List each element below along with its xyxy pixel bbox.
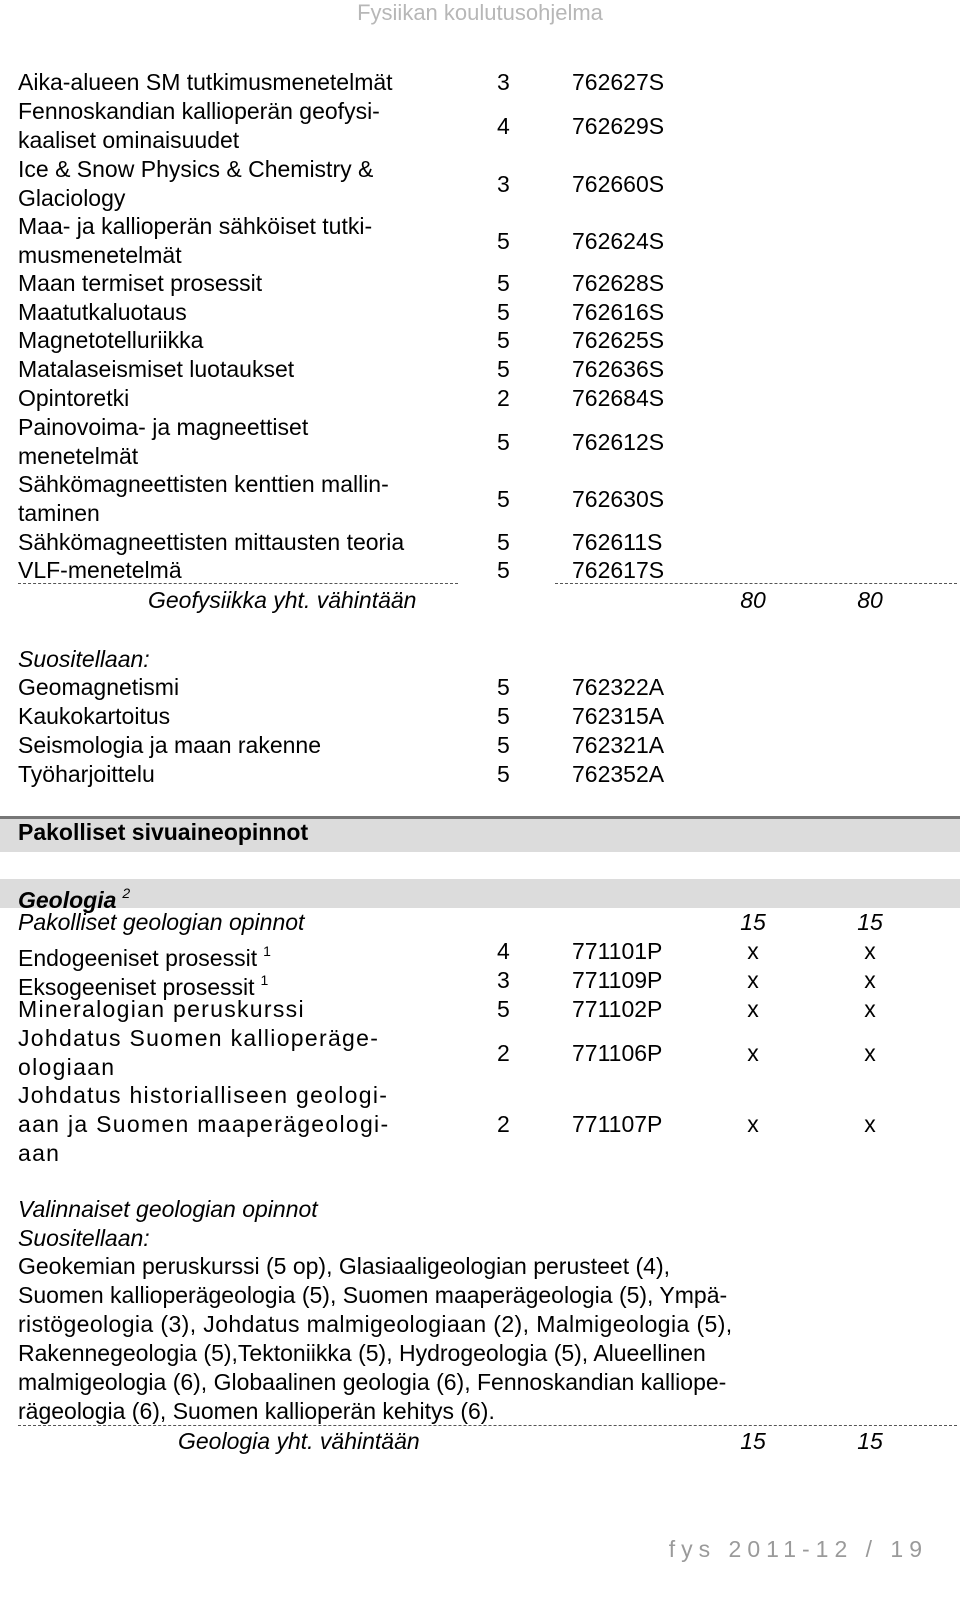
course-credits: 3 [497,967,510,993]
course-credits: 2 [497,1040,510,1066]
course-row [0,298,960,327]
valinnaiset-label: Valinnaiset geologian opinnot [18,1196,318,1222]
mark-1: x [747,967,759,993]
total-value-1: 80 [740,587,766,613]
course-credits: 5 [497,703,510,729]
course-credits: 5 [497,270,510,296]
mark-2: x [864,1040,876,1066]
course-code: 762321A [572,732,665,758]
total-label: Geofysiikka yht. vähintään [148,587,417,613]
course-row [0,702,960,731]
course-row [0,212,960,270]
course-name: Endogeeniset prosessit [18,945,258,971]
course-row [0,384,960,413]
mark-2: x [864,996,876,1022]
course-row [0,528,960,557]
course-row [0,155,960,213]
page-footer: fys 2011-12 / 19 [668,1536,928,1562]
course-name: Sähkömagneettisten mittausten teoria [18,529,405,555]
total-value-2: 15 [857,1428,883,1454]
course-name: Sähkömagneettisten kenttien mallin- [18,471,389,497]
total-value-2: 80 [857,587,883,613]
geologia-total-row [0,1427,960,1456]
course-name: Fennoskandian kallioperän geofysi- [18,98,380,124]
total-label: Geologia yht. vähintään [178,1428,420,1454]
pakolliset-geologia-row [0,908,960,937]
course-name: Mineralogian peruskurssi [18,996,305,1022]
course-name: Aika-alueen SM tutkimusmenetelmät [18,69,393,95]
course-credits: 4 [497,113,510,139]
pakolliset-value-1: 15 [740,909,766,935]
course-name: Maa- ja kallioperän sähköiset tutki- [18,213,373,239]
dotted-divider [18,1425,957,1426]
course-code: 762636S [572,356,665,382]
dotted-divider [18,583,458,584]
course-name-cont: ologiaan [18,1054,116,1080]
course-name: Ice & Snow Physics & Chemistry & [18,156,374,182]
course-credits: 5 [497,429,510,455]
course-code: 762629S [572,113,665,139]
course-row [0,1024,960,1082]
course-name: Seismologia ja maan rakenne [18,732,322,758]
course-name-cont: aan [18,1140,61,1166]
course-credits: 3 [497,171,510,197]
course-row [0,731,960,760]
course-credits: 5 [497,299,510,325]
footnote-marker: 1 [260,972,269,988]
geologia-suositellaan-label: Suositellaan: [18,1225,150,1251]
suositellaan-label: Suositellaan: [18,646,150,672]
course-row [0,326,960,355]
course-credits: 5 [497,486,510,512]
page-header: Fysiikan koulutusohjelma [357,0,603,25]
mark-1: x [747,996,759,1022]
paragraph-line: Suomen kallioperägeologia (5), Suomen maaperägeologia (5), Ympä- [18,1282,728,1308]
course-code: 762352A [572,761,665,787]
course-code: 771109P [572,967,663,993]
course-code: 771106P [572,1040,663,1066]
course-credits: 5 [497,674,510,700]
mark-1: x [747,1040,759,1066]
course-name: Eksogeeniset prosessit [18,974,255,1000]
course-code: 762611S [572,529,663,555]
course-name: Matalaseismiset luotaukset [18,356,295,382]
course-code: 762625S [572,327,665,353]
course-name: Työharjoittelu [18,761,155,787]
course-credits: 5 [497,529,510,555]
course-row [0,760,960,789]
course-name: Magnetotelluriikka [18,327,204,353]
mark-1: x [747,938,759,964]
course-row [0,556,960,585]
recommended-geology-paragraph [18,1252,818,1426]
course-name-cont: menetelmät [18,443,139,469]
course-name: Kaukokartoitus [18,703,171,729]
course-credits: 5 [497,761,510,787]
paragraph-line: ristögeologia (3), Johdatus malmigeologiaan (2), Malmigeologia (5), [18,1311,733,1337]
mark-1: x [747,1111,759,1137]
course-code: 771107P [572,1111,663,1137]
course-row [0,470,960,528]
course-code: 762322A [572,674,665,700]
course-row [0,413,960,471]
course-row [0,355,960,384]
mark-2: x [864,967,876,993]
course-row [0,269,960,298]
course-code: 762628S [572,270,665,296]
course-name: Johdatus historialliseen geologi- [18,1082,389,1108]
course-code: 762612S [572,429,665,455]
course-code: 771101P [572,938,663,964]
section-heading: Pakolliset sivuaineopinnot [18,819,309,845]
course-row [0,995,960,1024]
course-credits: 2 [497,385,510,411]
course-credits: 3 [497,69,510,95]
course-name: Johdatus Suomen kallioperäge- [18,1025,380,1051]
course-name-cont: taminen [18,500,100,526]
course-name-cont: aan ja Suomen maaperägeologi- [18,1111,390,1137]
geofysiikka-total-row [0,586,960,615]
geologia-title: Geologia [18,887,117,913]
footnote-marker: 1 [263,943,271,959]
course-row [0,68,960,97]
course-row [0,966,960,1000]
course-code: 762627S [572,69,665,95]
course-name: VLF-menetelmä [18,557,182,583]
course-row [0,673,960,702]
course-name: Opintoretki [18,385,130,411]
paragraph-line: malmigeologia (6), Globaalinen geologia (6), Fennoskandian kalliope- [18,1369,727,1395]
course-row [0,97,960,155]
course-credits: 5 [497,996,510,1022]
course-code: 771102P [572,996,663,1022]
course-name: Maatutkaluotaus [18,299,187,325]
course-code: 762617S [572,557,665,583]
course-credits: 5 [497,557,510,583]
course-name-cont: musmenetelmät [18,242,182,268]
dotted-divider [555,583,957,584]
course-code: 762660S [572,171,665,197]
mark-2: x [864,938,876,964]
course-name: Painovoima- ja magneettiset [18,414,309,440]
course-credits: 5 [497,356,510,382]
course-credits: 5 [497,327,510,353]
course-credits: 5 [497,228,510,254]
pakolliset-value-2: 15 [857,909,883,935]
course-credits: 2 [497,1111,510,1137]
course-code: 762315A [572,703,665,729]
paragraph-line: Rakennegeologia (5),Tektoniikka (5), Hydrogeologia (5), Alueellinen [18,1340,706,1366]
course-row [0,1081,960,1168]
course-name: Geomagnetismi [18,674,180,700]
paragraph-line: rägeologia (6), Suomen kallioperän kehitys (6). [18,1398,495,1424]
course-name: Maan termiset prosessit [18,270,263,296]
pakolliset-geologia-label: Pakolliset geologian opinnot [18,909,305,935]
course-row [0,937,960,971]
course-name-cont: kaaliset ominaisuudet [18,127,240,153]
mark-2: x [864,1111,876,1137]
course-code: 762630S [572,486,665,512]
paragraph-line: Geokemian peruskurssi (5 op), Glasiaaligeologian perusteet (4), [18,1253,670,1279]
total-value-1: 15 [740,1428,766,1454]
course-name-cont: Glaciology [18,185,126,211]
course-credits: 4 [497,938,510,964]
course-credits: 5 [497,732,510,758]
course-code: 762616S [572,299,665,325]
course-code: 762624S [572,228,665,254]
course-code: 762684S [572,385,665,411]
footnote-marker: 2 [122,885,131,901]
geologia-heading [0,879,960,913]
